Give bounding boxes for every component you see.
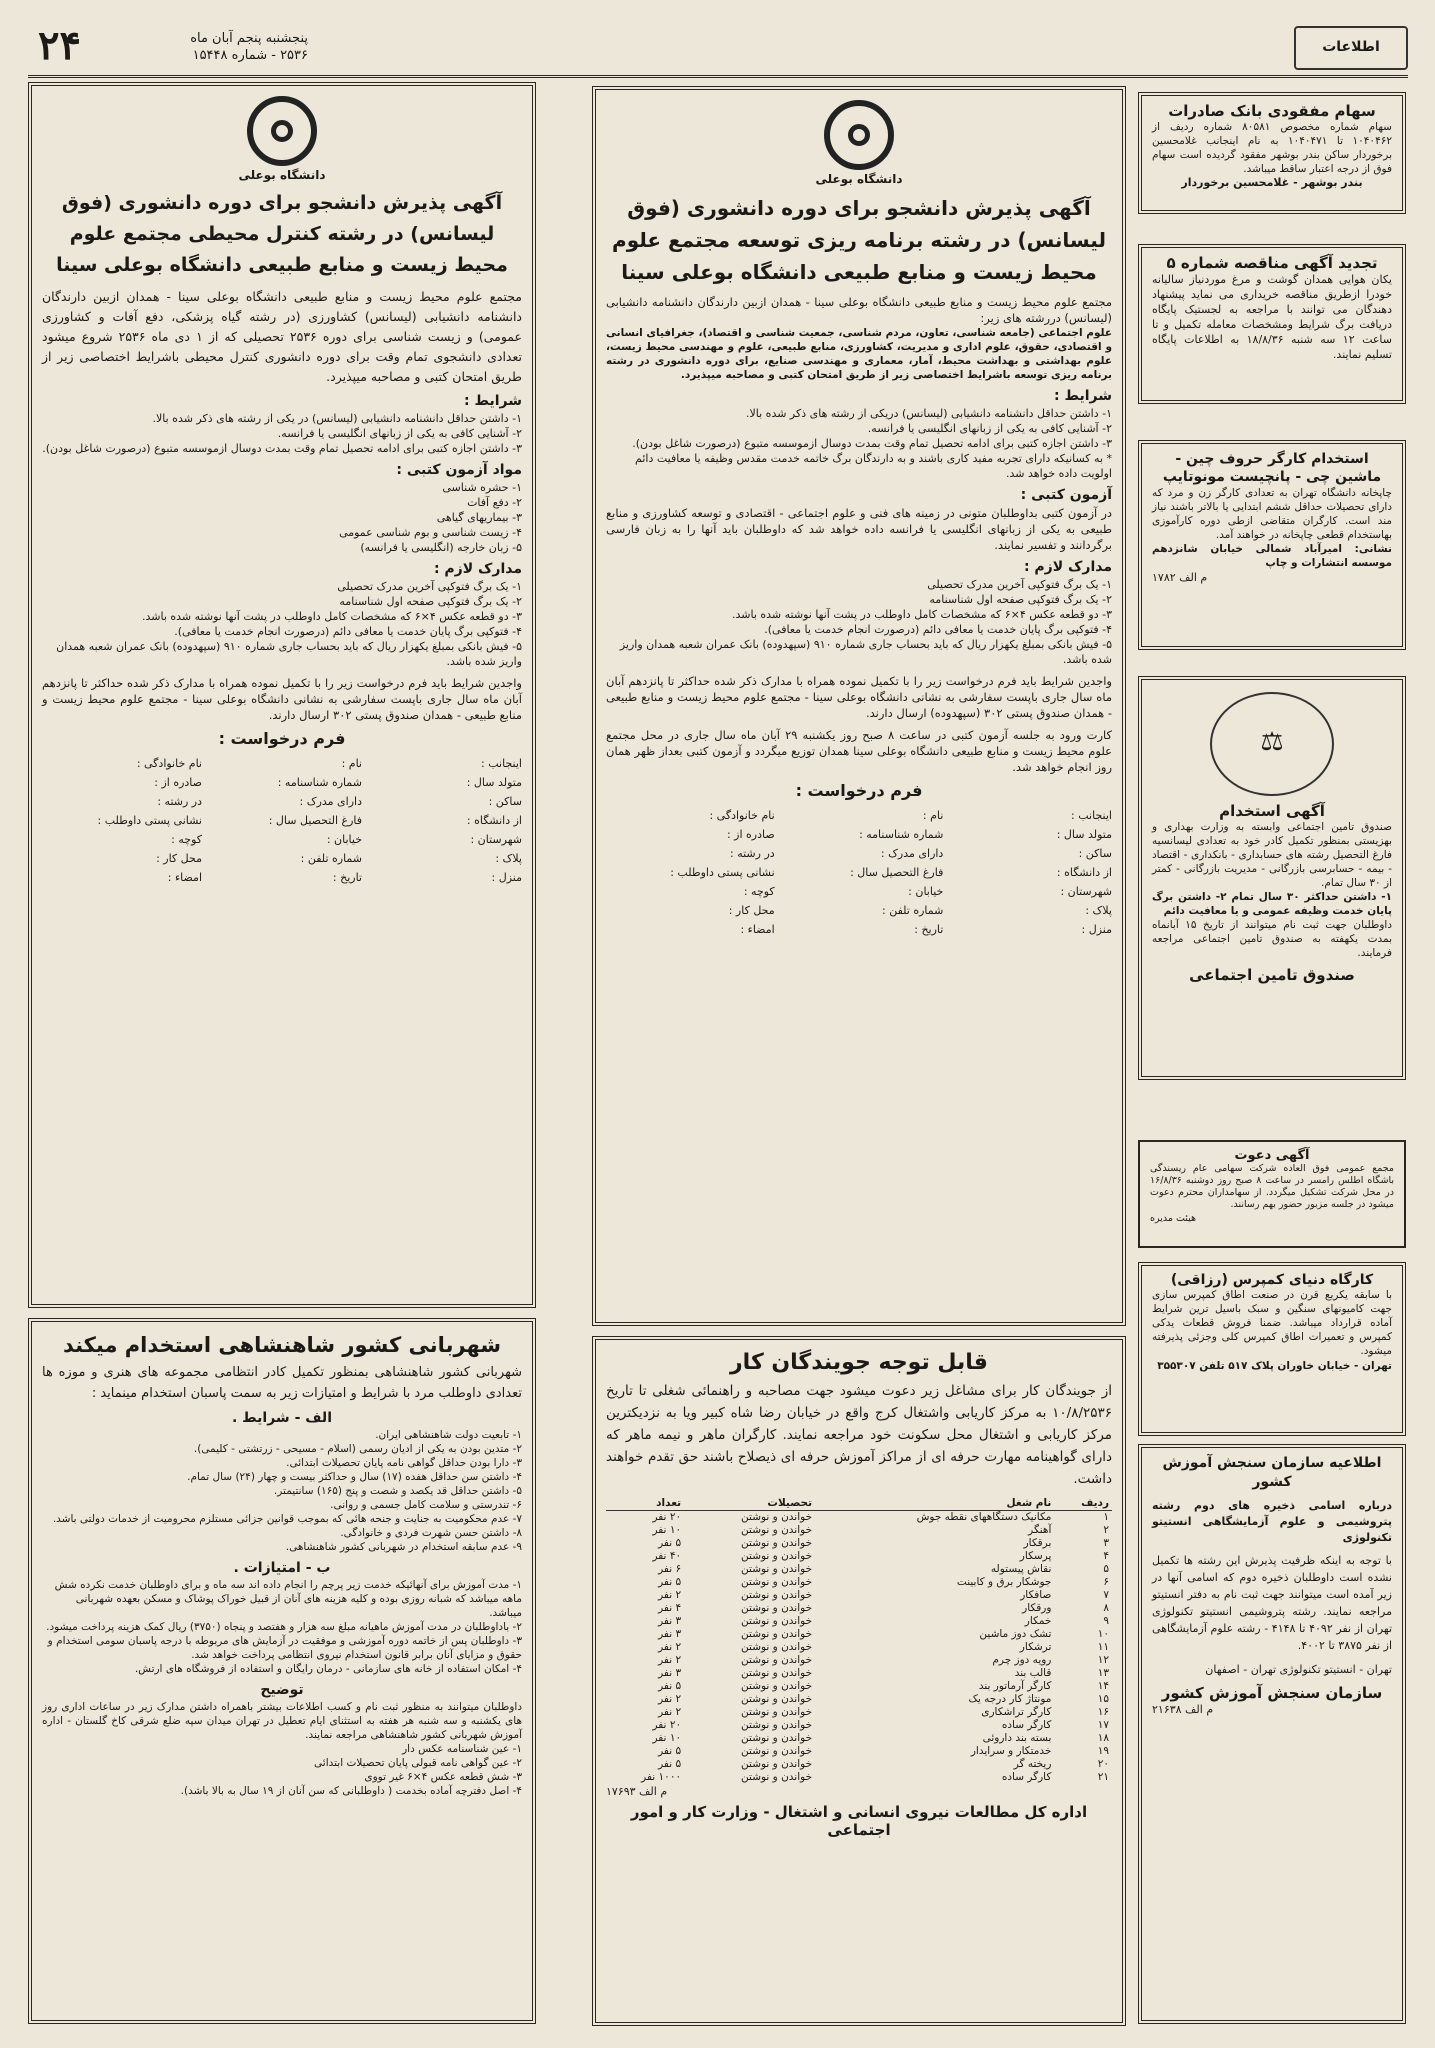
ad-social-security [1138,676,1406,1080]
table-cell: خواندن و نوشتن [741,1693,813,1705]
table-cell: مونتاژ کار درجه یک [968,1693,1052,1705]
table-cell: ۲ نفر [658,1654,682,1666]
table-cell: ۲۰ [1097,1758,1109,1770]
table-cell: خواندن و نوشتن [741,1563,813,1575]
date-block [108,30,308,64]
center-condition-3: ۳- داشتن اجازه کتبی برای ادامه تحصیل تمام وقت بمدت دوسال ازموسسه متبوع (درصورت شاغل بودن). [632,437,1112,450]
jobs-title: قابل توجه جویندگان کار [730,1350,988,1375]
list-item: ۳- دارا بودن حداقل گواهی نامه پایان تحصیلات ابتدائی. [286,1457,522,1469]
form-field: ساکن : [488,795,522,808]
table-cell: ۵ نفر [658,1576,682,1588]
left-subject-4: ۴- زیست شناسی و بوم شناسی عمومی [339,526,522,539]
list-item: ۷- عدم محکومیت به جنایت و جنحه هائی که بموجب قوانین جزائی مستلزم محرومیت از خدمات دولتی باشد. [52,1513,522,1525]
list-item: ۲- عین گواهی نامه قبولی پایان تحصیلات ابتدائی [314,1757,522,1769]
police-title: شهربانی کشور شاهنشاهی استخدام میکند [62,1333,502,1357]
table-row [606,1563,1112,1576]
left-subject-1: ۱- حشره شناسی [442,481,522,494]
table-cell: خمکار [1024,1615,1052,1627]
table-cell: ۱۶ [1097,1706,1109,1718]
tender-title: تجدید آگهی مناقصه شماره ۵ [1166,254,1378,272]
table-row [606,1745,1112,1758]
form-field: منزل : [1081,923,1112,936]
jobs-footer: اداره کل مطالعات نیروی انسانی و اشتغال - وزارت کار و امور اجتماعی [630,1803,1088,1839]
left-conditions-title: شرایط : [464,393,522,409]
center-condition-2: ۲- آشنایی کافی به یکی از زبانهای انگلیسی یا فرانسه. [867,422,1112,435]
police-c-title: توضیح [260,1682,304,1698]
workshop-address: تهران - خیابان خاوران پلاک ۵۱۷ تلفن ۳۵۵۳۰۷ [1157,1360,1392,1372]
table-cell: خواندن و نوشتن [741,1771,813,1783]
table-cell: ۸ [1103,1602,1109,1614]
center-register: واجدین شرایط باید فرم درخواست زیر را با تکمیل نموده همراه با مدارک ذکر شده حداکثر تا پانزدهم آبان ماه سال جاری باپست سفارشی به نشانی دانشگاه بوعلی سینا - مجتمع علوم محیط زیست و منابع طبیعی - همدان صندوق پستی ۳۰۲ (سپهدوده) ارسال دارند. [606,674,1112,720]
ad-exam-organization [1138,1444,1406,2024]
form-field: کوچه : [743,885,775,898]
table-cell: خواندن و نوشتن [741,1719,813,1731]
tender-body: یکان هوایی همدان گوشت و مرغ موردنیاز سالیانه خودرا ازطریق مناقصه خریداری می نماید پیشنهاد دهندگان می توانند با مراجعه به لجستیک پایگاه دریافت برگ شرایط ومشخصات معامله تکمیل و تا ساعت ۱۲ سه شنبه ۱۸/۸/۳۶ به اطلاعات پایگاه تسلیم نمایند. [1152,273,1393,361]
form-field: شماره شناسنامه : [859,828,944,841]
stock-body: سهام شماره مخصوص ۸۰۵۸۱ شماره ردیف از ۱۰۴۰۴۶۲ تا ۱۰۴۰۴۷۱ به نام اینجانب غلامحسین برخوردار ساکن بندر بوشهر مفقود گردیده است سهام فوق از درجه اعتبار ساقط میباشد. [1152,121,1392,175]
social-body: صندوق تامین اجتماعی وابسته به وزارت بهداری و بهزیستی بمنظور تکمیل کادر خود به تعدادی لیسانسیه فارغ التحصیل رشته های حسابداری - بانکداری - اقتصاد - بیمه - حسابرسی بازرگانی - مدیریت بازرگانی - کمتر از ۳۰ سال تمام. [1152,821,1392,889]
jobs-header-row [606,1496,1112,1511]
table-cell: خواندن و نوشتن [741,1576,813,1588]
table-cell: تشک دوز ماشین [979,1628,1052,1640]
table-row [606,1641,1112,1654]
workshop-body: با سابقه یکربع قرن در صنعت اطاق کمپرس سازی جهت کامیونهای سنگین و سبک باسیل ترین شرایط آماده قرارداد میباشد. ضمنا فروش قطعات یدکی کمپرس و تعمیرات اطاق کمپرس کلی وجزئی پذیرفته میشود. [1152,1289,1392,1357]
table-cell: آهنگر [1028,1524,1052,1536]
table-row [606,1706,1112,1719]
table-cell: خواندن و نوشتن [741,1654,813,1666]
table-cell: کارگر ساده [1001,1771,1052,1783]
table-cell: خواندن و نوشتن [741,1628,813,1640]
ad-compressor-workshop [1138,1262,1406,1436]
form-field: شماره تلفن : [882,904,944,917]
left-condition-3: ۳- داشتن اجازه کتبی برای ادامه تحصیل تمام وقت بمدت دوسال ازموسسه متبوع (درصورت شاغل بودن). [42,442,522,455]
table-cell: خواندن و نوشتن [741,1758,813,1770]
table-cell: ۱۸ [1097,1732,1109,1744]
center-exam: در آزمون کتبی بداوطلبان متونی در زمینه های فنی و علوم اجتماعی - اقتصادی و توسعه کشاورزی و منابع طبیعی به یکی از زبانهای انگلیسی یا فرانسه داده خواهد شد که داوطلبان باید آنها را به زبان فارسی برگردانند و تفسیر نمایند. [606,506,1112,552]
table-row [606,1524,1112,1537]
table-cell: بسته بند داروئی [982,1732,1052,1744]
police-intro: شهربانی کشور شاهنشاهی بمنظور تکمیل کادر انتظامی مجموعه های هنری و موزه ها تعدادی داوطلب مرد با شرایط و امتیازات زیر به سمت پاسبان استخدام مینماید : [42,1365,522,1401]
table-cell: نقاش پیستوله [990,1563,1052,1575]
form-field: دارای مدرک : [299,795,362,808]
left-doc-3: ۳- دو قطعه عکس ۴×۶ که مشخصات کامل داوطلب در پشت آنها نوشته شده باشد. [142,610,522,623]
list-item: ۳- داوطلبان پس از خاتمه دوره آموزشی و موفقیت در آزمایش های مربوطه با درجه پاسبان سومی استخدام و حقوق و مزایای آنان برابر قانون استخدام نیروی انتظامی پرداخت خواهد شد. [47,1635,522,1661]
jobs-ref: م الف ۱۷۶۹۳ [606,1785,668,1798]
table-row [606,1771,1112,1784]
ad-tender [1138,244,1406,404]
table-cell: ۷ [1103,1589,1109,1601]
center-intro: مجتمع علوم محیط زیست و منابع طبیعی دانشگاه بوعلی سینا - همدان ازبین دارندگان دانشنامه دانشیابی (لیسانس) دررشته های زیر: [606,295,1112,325]
form-field: شماره تلفن : [300,852,362,865]
form-field: شماره شناسنامه : [277,776,362,789]
printer-address: نشانی: امیرآباد شمالی خیابان شانزدهم موسسه انتشارات و چاپ [1152,543,1392,569]
table-cell: مکانیک دستگاههای نقطه جوش [916,1511,1052,1523]
table-cell: ورقکار [1022,1602,1052,1614]
table-cell: کارگر تراشکاری [981,1706,1052,1718]
left-form [42,754,522,887]
list-item: ۸- داشتن حسن شهرت فردی و خانوادگی. [340,1527,522,1539]
table-row [606,1615,1112,1628]
police-a-title: الف - شرایط . [231,1410,332,1426]
issue-line: ۲۵۳۶ - شماره ۱۵۴۴۸ [192,48,308,63]
jobs-header-cell: ردیف [1054,1496,1112,1511]
ad-university-development [592,86,1126,1326]
center-exam-title: آزمون کتبی : [1020,487,1112,503]
table-cell: خواندن و نوشتن [741,1706,813,1718]
table-cell: ۲ نفر [658,1641,682,1653]
police-benefits-list [42,1578,522,1676]
left-intro: مجتمع علوم محیط زیست و منابع طبیعی دانشگاه بوعلی سینا - همدان ازبین دارندگان دانشنامه دانشیابی (لیسانس) کشاورزی (در رشته گیاه پزشکی، دفع آفات و کشاورزی عمومی) و زیست شناسی برای دوره ۲۵۳۶ تحصیلی که از ۱ دی ماه ۲۵۳۶ شروع میشود تعدادی دانشجوی تمام وقت برای دوره دانشوری کنترل محیطی باشرایط اختصاصی زیر از طریق امتحان کتبی و مصاحبه میپذیرد. [42,289,522,384]
table-cell: ۹ [1103,1615,1109,1627]
table-row [606,1654,1112,1667]
form-field: از دانشگاه : [466,814,522,827]
university-name: دانشگاه بوعلی [238,168,326,182]
table-cell: ۱۰ [1097,1628,1109,1640]
table-cell: ۵ [1103,1563,1109,1575]
table-row [606,1511,1112,1525]
form-field: اینجانب : [1071,809,1112,822]
table-cell: ۳ نفر [658,1628,682,1640]
form-field: در رشته : [157,795,202,808]
notice-title: آگهی دعوت [1234,1148,1310,1163]
table-cell: خواندن و نوشتن [741,1615,813,1627]
form-field: نام خانوادگی : [709,809,775,822]
table-cell: خواندن و نوشتن [741,1511,813,1523]
table-row [606,1667,1112,1680]
ad-stock-lost [1138,92,1406,214]
university-name: دانشگاه بوعلی [815,172,903,186]
table-cell: کارگر ساده [1001,1719,1052,1731]
table-cell: ۱۱ [1097,1641,1109,1653]
left-title: آگهی پذیرش دانشجو برای دوره دانشوری (فوق لیسانس) در رشته کنترل محیطی مجتمع علوم محیط زیست و منابع طبیعی دانشگاه بوعلی سینا [56,192,508,276]
jobs-table [606,1496,1112,1784]
form-field: پلاک : [1085,904,1112,917]
table-cell: ۱۰ نفر [652,1732,682,1744]
exam-address: تهران - انستیتو تکنولوژی تهران - اصفهان [1205,1663,1392,1676]
table-row [606,1693,1112,1706]
table-cell: خدمتکار و سرایدار [970,1745,1052,1757]
ad-police-recruitment [28,1318,536,2024]
form-field: امضاء : [167,871,202,884]
printer-title: استخدام کارگر حروف چین - ماشین چی - پانچیست مونوتایپ [1162,451,1382,485]
table-cell: ۱۵ [1097,1693,1109,1705]
table-cell: ۴ نفر [658,1602,682,1614]
table-cell: ۲ [1103,1524,1109,1536]
police-conditions-list [42,1428,522,1554]
social-title: آگهی استخدام [1219,802,1325,820]
exam-body: با توجه به اینکه ظرفیت پذیرش این رشته ها تکمیل نشده است داوطلبان ذخیره دوم که اسامی آنها در زیر آمده است میتوانند جهت ثبت نام به دفتر انستیتو مراجعه نمایند. رشته پتروشیمی انستیتو تکنولوژی تهران از نفر ۴۰۹۲ تا ۴۱۴۸ - رشته علوم آزمایشگاهی از نفر ۳۸۷۵ تا ۴۰۰۲. [1152,1554,1393,1652]
police-documents-list [42,1742,522,1798]
list-item: ۲- باداوطلبان در مدت آموزش ماهیانه مبلغ سه هزار و هفتصد و پنجاه (۳۷۵۰) ریال کمک هزینه پرداخت میشود. [46,1621,522,1633]
list-item: ۴- اصل دفترچه آماده بخدمت ( داوطلبانی که سن آنان از ۱۹ سال به بالا باشد). [180,1785,522,1797]
exam-title: اطلاعیه سازمان سنجش آموزش کشور [1162,1455,1382,1490]
table-cell: خواندن و نوشتن [741,1602,813,1614]
form-field: صادره از : [726,828,775,841]
table-cell: ۵ نفر [658,1745,682,1757]
table-cell: ۵ نفر [658,1537,682,1549]
masthead [28,20,1408,78]
list-item: ۹- عدم سابقه استخدام در شهربانی کشور شاهنشاهی. [285,1541,522,1553]
social-signature: صندوق تامین اجتماعی [1189,966,1355,984]
form-field: تاریخ : [914,923,944,936]
exam-ref: م الف ۲۱۶۳۸ [1152,1703,1214,1716]
table-cell: جوشکار برق و کابینت [956,1576,1052,1588]
social-conditions: ۱- داشتن حداکثر ۳۰ سال تمام ۲- داشتن برگ پایان خدمت وظیفه عمومی و یا معافیت دائم [1152,891,1392,917]
table-cell: ۴۰ نفر [652,1550,682,1562]
table-row [606,1576,1112,1589]
table-cell: ۱۰ نفر [652,1524,682,1536]
form-field: پلاک : [495,852,522,865]
table-cell: خواندن و نوشتن [741,1524,813,1536]
table-cell: کارگر آرماتور بند [978,1680,1052,1692]
center-doc-2: ۲- یک برگ فتوکپی صفحه اول شناسنامه [929,593,1112,606]
table-row [606,1758,1112,1771]
form-field: صادره از : [154,776,202,789]
form-field: در رشته : [730,847,775,860]
table-cell: ۲ نفر [658,1706,682,1718]
jobs-intro: از جویندگان کار برای مشاغل زیر دعوت میشود جهت مصاحبه و راهنمائی شغلی تا تاریخ ۱۰/۸/۲۵۳۶ به مرکز کاریابی واشتغال کرج واقع در خیابان رضا شاه کبیر ویا به نزدیکترین مرکز کاریابی و اشتغال محل سکونت خود مراجعه نمایند. کارگران ماهر و نیمه ماهر که دارای گواهینامه مهارت حرفه ای از مراکز آموزش حرفه ای ذیصلاح باشند حق تقدم خواهند داشت. [606,1383,1112,1487]
table-cell: ۱۰۰۰ نفر [641,1771,682,1783]
table-cell: ۶ [1103,1576,1109,1588]
date-line: پنجشنبه پنجم آبان ماه [190,31,308,46]
left-doc-4: ۴- فتوکپی برگ پایان خدمت یا معافی دائم (درصورت انجام خدمت یا معافی). [174,625,522,638]
form-field: متولد سال : [466,776,522,789]
form-field: منزل : [491,871,522,884]
table-row [606,1550,1112,1563]
table-cell: ۱۳ [1097,1667,1109,1679]
table-row [606,1628,1112,1641]
table-cell: ۱ [1103,1511,1109,1523]
form-field: از دانشگاه : [1056,866,1112,879]
jobs-header-cell: نام شغل [815,1496,1054,1511]
table-cell: ۲۰ نفر [652,1719,682,1731]
ad-university-environment [28,82,536,1308]
table-cell: خواندن و نوشتن [741,1537,813,1549]
jobs-header-cell: تعداد [606,1496,684,1511]
police-c-body: داوطلبان میتوانند به منظور ثبت نام و کسب اطلاعات بیشتر باهمراه داشتن مدارک زیر در ساعات اداری روز های یکشنبه و سه شنبه هر هفته به استثنای ایام تعطیل در تهران میدان سپه ضلع شرقی کاخ گلستان - اداره آموزش شهربانی کشور شاهنشاهی مراجعه نمایند. [42,1701,522,1741]
list-item: ۴- امکان استفاده از خانه های سازمانی - درمان رایگان و استفاده از فروشگاه های ارتش. [134,1663,522,1675]
left-form-title: فرم درخواست : [218,729,346,748]
form-field: نام : [922,809,944,822]
table-cell: ۱۹ [1097,1745,1109,1757]
form-field: ساکن : [1078,847,1112,860]
table-row [606,1732,1112,1745]
left-condition-2: ۲- آشنایی کافی به یکی از زبانهای انگلیسی یا فرانسه. [277,427,522,440]
exam-subtitle: درباره اسامی ذخیره های دوم رشته پتروشیمی و علوم آزمایشگاهی انستیتو تکنولوژی [1152,1499,1392,1544]
table-cell: قالب بند [1014,1667,1052,1679]
left-docs-title: مدارک لازم : [433,561,522,577]
table-cell: خواندن و نوشتن [741,1589,813,1601]
center-doc-5: ۵- فیش بانکی بمبلغ یکهزار ریال که باید بحساب جاری شماره ۹۱۰ (سپهدوده) بانک عمران شعبه همدان واریز شده باشد. [619,638,1112,666]
center-docs-title: مدارک لازم : [1023,559,1112,575]
table-row [606,1602,1112,1615]
list-item: ۴- داشتن سن حداقل هفده (۱۷) سال و حداکثر بیست و چهار (۲۴) سال تمام. [187,1471,522,1483]
form-field: محل کار : [156,852,202,865]
left-subjects-title: مواد آزمون کتبی : [396,462,522,478]
list-item: ۱- مدت آموزش برای آنهائیکه خدمت زیر پرچم را انجام داده اند سه ماه و برای داوطلبان خدمت نکرده شش ماهه میباشد که شبانه روزی بوده و کلیه هزینه های آنان از قبیل خوراک پوشاک و مسکن بعهده شهربانی میباشد. [54,1579,522,1619]
list-item: ۲- متدین بودن به یکی از ادیان رسمی (اسلام - مسیحی - زرتشتی - کلیمی). [193,1443,522,1455]
table-cell: خواندن و نوشتن [741,1732,813,1744]
table-cell: ۴ [1103,1550,1109,1562]
printer-body: چاپخانه دانشگاه تهران به تعدادی کارگر زن و مرد که دارای تحصیلات حداقل ششم ابتدایی یا بالاتر باشند نیاز مند است. کارگران متقاضی ازطی دوره کارآموزی بهاستخدام قطعی چاپخانه در خواهند آمد. [1152,487,1392,541]
left-condition-1: ۱- داشتن حداقل دانشنامه دانشیابی (لیسانس) در یکی از رشته های ذکر شده بالا. [152,412,522,425]
center-form-title: فرم درخواست : [795,781,923,800]
left-subject-3: ۳- بیماریهای گیاهی [436,511,522,524]
center-doc-4: ۴- فتوکپی برگ پایان خدمت یا معافی دائم (درصورت انجام خدمت یا معافی). [764,623,1112,636]
page-number: ۲۴ [38,22,81,69]
form-field: محل کار : [728,904,775,917]
form-field: کوچه : [171,833,202,846]
table-cell: ۱۴ [1097,1680,1109,1692]
newspaper-logo: اطلاعات [1294,26,1408,70]
table-cell: ۵ نفر [658,1758,682,1770]
ad-job-seekers [592,1336,1126,2026]
left-doc-2: ۲- یک برگ فتوکپی صفحه اول شناسنامه [339,595,522,608]
center-fields: علوم اجتماعی (جامعه شناسی، تعاون، مردم شناسی، جمعیت شناسی و اقتصاد)، جغرافیای انسانی و اقتصادی، حقوق، علوم اداری و مدیریت، کشاورزی، منابع طبیعی، علوم و مهندسی محیط زیست، علوم بهداشتی و بهداشت محیط، آمار، معماری و مهندسی صنایع، برای دوره دانشوری در رشته برنامه ریزی توسعه باشرایط اختصاصی زیر از طریق امتحان کتبی و مصاحبه میپذیرد. [606,327,1112,381]
center-title: آگهی پذیرش دانشجو برای دوره دانشوری (فوق لیسانس) در رشته برنامه ریزی توسعه مجتمع علوم محیط زیست و منابع طبیعی دانشگاه بوعلی سینا [612,196,1106,284]
stock-signature: بندر بوشهر - غلامحسین برخوردار [1181,176,1363,189]
center-form [606,806,1112,939]
table-cell: خواندن و نوشتن [741,1745,813,1757]
stock-title: سهام مفقودی بانک صادرات [1168,102,1376,120]
left-register: واجدین شرایط باید فرم درخواست زیر را با تکمیل نموده همراه با مدارک ذکر شده حداکثر تا پانزدهم آبان ماه سال جاری باپست سفارشی به نشانی دانشگاه بوعلی سینا - مجتمع علوم محیط زیست و منابع طبیعی - همدان صندوق پستی ۳۰۲ ارسال دارند. [42,676,522,722]
list-item: ۵- داشتن حداقل قد یکصد و شصت و پنج (۱۶۵) سانتیمتر. [273,1485,522,1497]
table-row [606,1589,1112,1602]
list-item: ۱- عین شناسنامه عکس دار [402,1743,522,1755]
ad-printing-house [1138,440,1406,650]
ad-meeting-notice [1138,1140,1406,1248]
table-cell: ۱۷ [1097,1719,1109,1731]
table-cell: ۳ نفر [658,1667,682,1679]
form-field: امضاء : [740,923,775,936]
center-doc-3: ۳- دو قطعه عکس ۴×۶ که مشخصات کامل داوطلب در پشت آنها نوشته شده باشد. [732,608,1112,621]
table-cell: ۵ نفر [658,1680,682,1692]
table-cell: ۲۱ [1097,1771,1109,1783]
notice-body: مجمع عمومی فوق العاده شرکت سهامی عام ریسندگی باشگاه اطلس رامسر در ساعت ۸ صبح روز دوشنبه ۱۶/۸/۳۶ در محل شرکت تشکیل میگردد. از سهامداران محترم دعوت میشود در جلسه مزبور حضور بهم رسانند. [1150,1163,1394,1210]
table-cell: ۲۰ نفر [652,1511,682,1523]
table-cell: خواندن و نوشتن [741,1550,813,1562]
form-field: خیابان : [326,833,362,846]
table-cell: ۶ نفر [658,1563,682,1575]
form-field: نام : [341,757,362,770]
form-field: دارای مدرک : [880,847,944,860]
police-b-title: ب - امتیازات . [233,1560,331,1576]
form-field: متولد سال : [1056,828,1112,841]
table-cell: پرسکار [1019,1550,1052,1562]
center-condition-4: * به کسانیکه دارای تجربه مفید کاری باشند و به دارندگان برگ خاتمه خدمت مقدس وظیفه یا معافیت دائم اولویت داده خواهد شد. [635,452,1112,480]
left-doc-5: ۵- فیش بانکی بمبلغ یکهزار ریال که باید بحساب جاری شماره ۹۱۰ (سپهدوده) بانک عمران شعبه همدان واریز شده باشد. [56,640,522,668]
table-cell: خواندن و نوشتن [741,1680,813,1692]
table-cell: صافکار [1020,1589,1052,1601]
list-item: ۳- شش قطعه عکس ۴×۶ غیر تووی [364,1771,522,1783]
social-body-2: داوطلبان جهت ثبت نام میتوانند از تاریخ ۱۵ آبانماه بمدت یکهفته به صندوق تامین اجتماعی مراجعه فرمایند. [1152,919,1392,959]
form-field: نام خانوادگی : [136,757,202,770]
table-cell: خواندن و نوشتن [741,1667,813,1679]
center-doc-1: ۱- یک برگ فتوکپی آخرین مدرک تحصیلی [927,578,1112,591]
table-cell: ۳ [1103,1537,1109,1549]
table-cell: ترشکار [1019,1641,1052,1653]
left-doc-1: ۱- یک برگ فتوکپی آخرین مدرک تحصیلی [337,580,522,593]
center-condition-1: ۱- داشتن حداقل دانشنامه دانشیابی (لیسانس) دریکی از رشته های ذکر شده بالا. [746,407,1112,420]
table-cell: ۲ نفر [658,1589,682,1601]
form-field: شهرستان : [1060,885,1112,898]
left-subject-2: ۲- دفع آفات [467,496,522,509]
university-logo-icon [824,100,894,170]
notice-signature: هیئت مدیره [1150,1213,1197,1224]
form-field: نشانی پستی داوطلب : [670,866,775,879]
table-cell: برقکار [1023,1537,1052,1549]
table-row [606,1719,1112,1732]
table-cell: رویه دوز چرم [992,1654,1052,1666]
printer-ref: م الف ۱۷۸۲ [1152,571,1208,584]
table-cell: ریخته گر [1013,1758,1052,1770]
workshop-title: کارگاه دنیای کمپرس (رزاقی) [1170,1272,1374,1288]
list-item: ۱- تابعیت دولت شاهنشاهی ایران. [375,1429,522,1441]
form-field: خیابان : [908,885,944,898]
table-cell: ۳ نفر [658,1615,682,1627]
form-field: اینجانب : [481,757,522,770]
left-subject-5: ۵- زبان خارجه (انگلیسی یا فرانسه) [360,541,522,554]
form-field: نشانی پستی داوطلب : [97,814,202,827]
table-cell: ۲ نفر [658,1693,682,1705]
table-row [606,1537,1112,1550]
jobs-table-body [606,1511,1112,1785]
jobs-header-cell: تحصیلات [684,1496,815,1511]
table-cell: خواندن و نوشتن [741,1641,813,1653]
center-exam-date: کارت ورود به جلسه آزمون کتبی در ساعت ۸ صبح روز یکشنبه ۲۹ آبان ماه سال جاری در محل مجتمع علوم محیط زیست و منابع طبیعی دانشگاه بوعلی سینا همدان توزیع میگردد و آزمون کتبی بعداز ظهر همان روز انجام خواهد شد. [606,728,1113,774]
university-logo-icon [247,96,317,166]
table-cell: ۱۲ [1097,1654,1109,1666]
table-row [606,1680,1112,1693]
list-item: ۶- تندرستی و سلامت کامل جسمی و روانی. [330,1499,522,1511]
form-field: تاریخ : [332,871,362,884]
form-field: شهرستان : [470,833,522,846]
form-field: فارغ التحصیل سال : [268,814,362,827]
exam-signature: سازمان سنجش آموزش کشور [1161,1684,1383,1702]
form-field: فارغ التحصیل سال : [850,866,944,879]
center-conditions-title: شرایط : [1054,388,1112,404]
social-security-emblem-icon: ⚖ [1210,692,1334,796]
